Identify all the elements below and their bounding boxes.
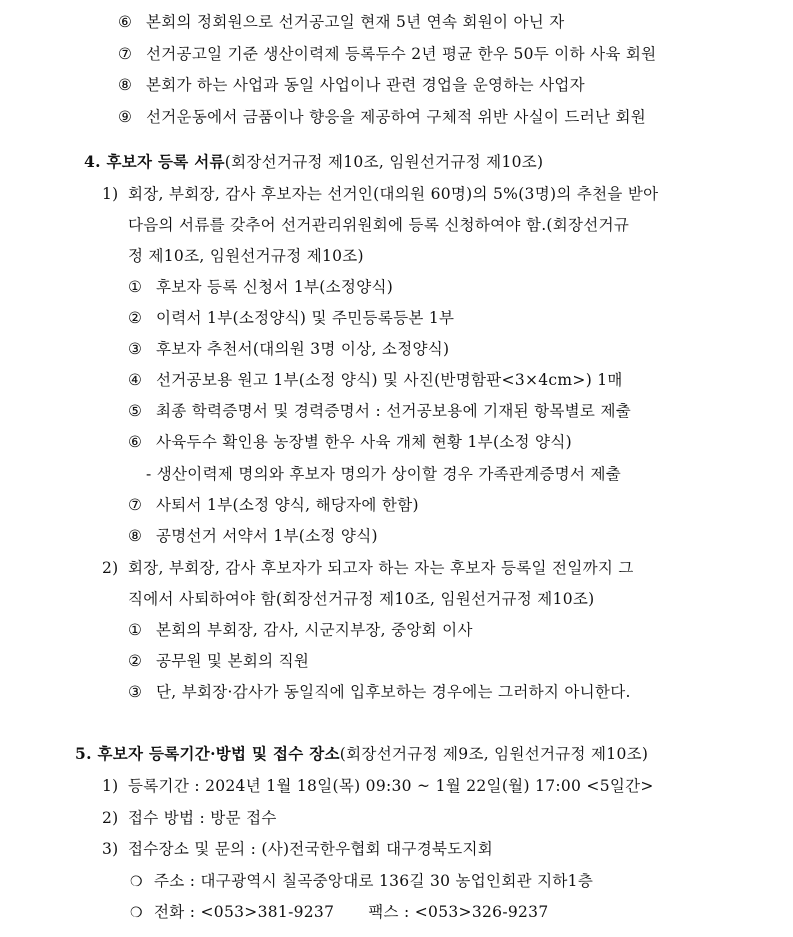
circle-bullet-icon: ❍ [130,905,143,921]
document-item [128,400,631,422]
paragraph-2-line [102,557,634,579]
paragraph-1-line [102,183,658,205]
item-text: 본회의 부회장, 감사, 시군지부장, 중앙회 이사 [156,621,473,639]
item-marker: ④ [128,371,143,389]
section-5-heading [75,743,648,765]
item-text: 후보자 추천서(대의원 3명 이상, 소정양식) [156,340,450,358]
item-marker: ③ [128,683,143,701]
address-line [130,870,593,893]
document-item [128,307,454,329]
item-text: 접수장소 및 문의 : (사)전국한우협회 대구경북도지회 [128,840,494,858]
document-item [128,369,623,391]
paragraph-2-line: 직에서 사퇴하여야 함(회장선거규정 제10조, 임원선거규정 제10조) [128,590,595,608]
list-item [118,11,565,33]
item-marker: ② [128,652,143,670]
item-text: 본회의 정회원으로 선거공고일 현재 5년 연속 회원이 아닌 자 [146,13,565,31]
item-marker: ⑧ [128,527,143,545]
item-text: 이력서 1부(소정양식) 및 주민등록등본 1부 [156,309,455,327]
item-number: 3) [102,840,119,858]
document-item [128,276,393,298]
item-marker: ⑥ [118,13,133,31]
document-note: - 생산이력제 명의와 후보자 명의가 상이할 경우 가족관계증명서 제출 [146,465,621,483]
item-text: 후보자 등록 신청서 1부(소정양식) [156,278,394,296]
resign-item [128,650,309,672]
item-text: 등록기간 : 2024년 1월 18일(목) 09:30 ~ 1월 22일(월) 17:00 <5일간> [128,777,654,795]
item-text: 최종 학력증명서 및 경력증명서 : 선거공보용에 기재된 항목별로 제출 [156,402,631,420]
item-text: 단, 부회장·감사가 동일직에 입후보하는 경우에는 그러하지 아니한다. [156,683,631,701]
item-text: 사육두수 확인용 농장별 한우 사육 개체 현황 1부(소정 양식) [156,433,572,451]
paragraph-1-line: 정 제10조, 임원선거규정 제10조) [128,247,364,265]
item-text: 공무원 및 본회의 직원 [156,652,310,670]
numbered-item [102,807,277,829]
item-text: 사퇴서 1부(소정 양식, 해당자에 한함) [156,496,419,514]
paragraph-text: 회장, 부회장, 감사 후보자가 되고자 하는 자는 후보자 등록일 전일까지 그 [128,559,634,577]
document-item [128,494,419,516]
section-title: 5. 후보자 등록기간·방법 및 접수 장소 [75,744,340,763]
document-item [128,431,572,453]
numbered-item [102,775,654,797]
item-marker: ⑤ [128,402,143,420]
item-text: 접수 방법 : 방문 접수 [128,809,277,827]
item-marker: ⑦ [128,496,143,514]
section-reference: (회장선거규정 제9조, 임원선거규정 제10조) [339,745,649,763]
item-text: 선거운동에서 금품이나 향응을 제공하여 구체적 위반 사실이 드러난 회원 [146,108,647,126]
item-text: 본회가 하는 사업과 동일 사업이나 관련 경업을 운영하는 사업자 [146,76,585,94]
item-text: 선거공고일 기준 생산이력제 등록두수 2년 평균 한우 50두 이하 사육 회원 [146,45,657,63]
item-number: 2) [102,809,119,827]
item-marker: ① [128,621,143,639]
section-reference: (회장선거규정 제10조, 임원선거규정 제10조) [224,153,544,171]
address-text: 주소 : 대구광역시 칠곡중앙대로 136길 30 농업인회관 지하1층 [154,872,594,890]
document-item [128,338,449,360]
resign-item [128,619,473,641]
resign-item [128,681,631,703]
item-marker: ⑧ [118,76,133,94]
numbered-item [102,838,493,860]
paragraph-text: 회장, 부회장, 감사 후보자는 선거인(대의원 60명)의 5%(3명)의 추천을 받아 [128,185,659,203]
item-text: 공명선거 서약서 1부(소정 양식) [156,527,378,545]
contact-line [130,901,549,924]
list-item [118,74,585,96]
item-number: 1) [102,777,119,795]
paragraph-number: 1) [102,185,119,203]
section-4-heading [84,151,543,173]
item-marker: ⑨ [118,108,133,126]
section-title: 4. 후보자 등록 서류 [84,152,225,171]
list-item [118,106,646,128]
item-marker: ② [128,309,143,327]
paragraph-number: 2) [102,559,119,577]
document-item [128,525,378,547]
item-text: 선거공보용 원고 1부(소정 양식) 및 사진(반명함판<3×4cm>) 1매 [156,371,623,389]
circle-bullet-icon: ❍ [130,874,143,890]
list-item [118,43,656,65]
item-marker: ⑥ [128,433,143,451]
phone-text: 전화 : <053>381-9237 [154,903,335,921]
fax-text: 팩스 : <053>326-9237 [368,903,549,921]
item-marker: ① [128,278,143,296]
paragraph-1-line: 다음의 서류를 갖추어 선거관리위원회에 등록 신청하여야 함.(회장선거규 [128,216,630,234]
item-marker: ⑦ [118,45,133,63]
item-marker: ③ [128,340,143,358]
